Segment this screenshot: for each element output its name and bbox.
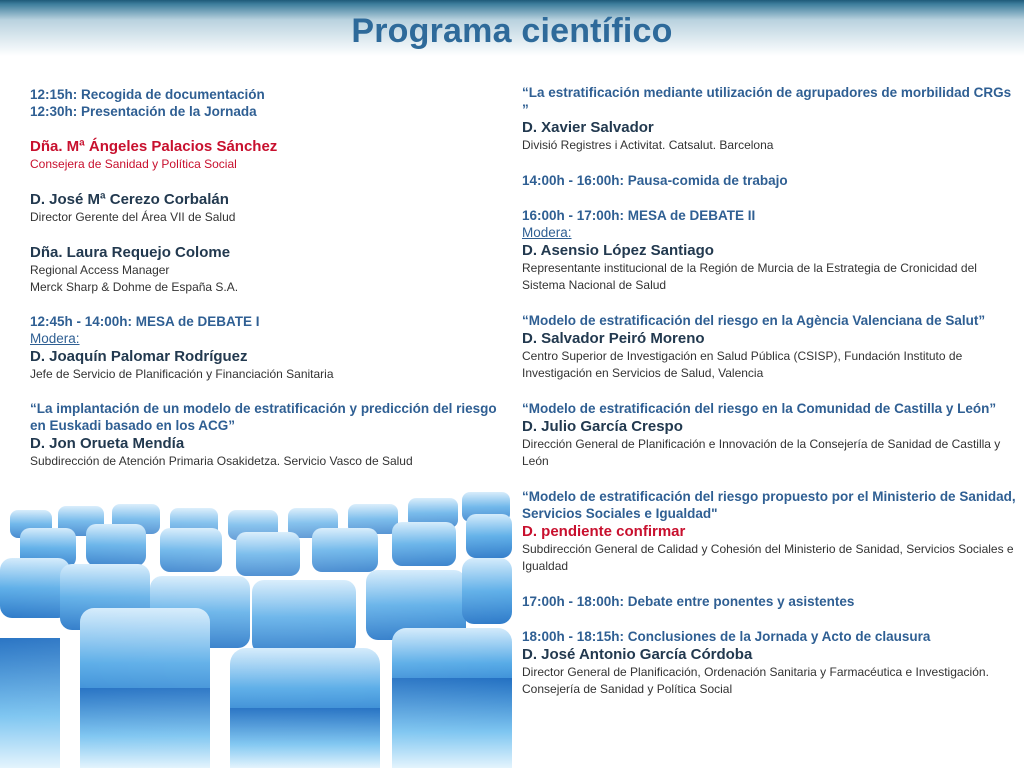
left-column [30, 86, 500, 487]
talk-title: “Modelo de estratificación del riesgo propuesto por el Ministerio de Sanidad, Servicios Sociales e Igualdad" [522, 489, 1016, 521]
session-heading: 12:45h - 14:00h: MESA de DEBATE I [30, 314, 260, 329]
speaker-role: Consejera de Sanidad y Política Social [30, 157, 237, 171]
closing-speaker-role: Director General de Planificación, Ordenación Sanitaria y Farmacéutica e Investigación. Consejería de Sanidad y Política Social [522, 665, 989, 696]
speaker-name: D. José Mª Cerezo Corbalán [30, 191, 229, 208]
talk-speaker: D. Salvador Peiró Moreno [522, 330, 705, 347]
talk-title: “Modelo de estratificación del riesgo en la Agència Valenciana de Salut” [522, 313, 986, 328]
talk-speaker-role: Divisió Registres i Activitat. Catsalut. Barcelona [522, 138, 774, 152]
blue-cubes-image [0, 488, 512, 768]
page-title: Programa científico [351, 12, 673, 50]
speaker-role: Regional Access Manager [30, 263, 170, 277]
moderator-name: D. Asensio López Santiago [522, 242, 714, 259]
speaker-name: Dña. Laura Requejo Colome [30, 244, 231, 261]
talk-speaker-role: Subdirección de Atención Primaria Osakidetza. Servicio Vasco de Salud [30, 454, 413, 468]
closing-speaker: D. José Antonio García Córdoba [522, 646, 753, 663]
speaker-name: Dña. Mª Ángeles Palacios Sánchez [30, 138, 278, 155]
schedule-presentation: 12:30h: Presentación de la Jornada [30, 104, 257, 119]
talk-title: “La estratificación mediante utilización de agrupadores de morbilidad CRGs ” [522, 85, 1012, 117]
speaker-company: Merck Sharp & Dohme de España S.A. [30, 280, 239, 294]
modera-label: Modera: [522, 225, 572, 240]
talk-speaker: D. Julio García Crespo [522, 418, 683, 435]
moderator-name: D. Joaquín Palomar Rodríguez [30, 348, 248, 365]
talk-speaker: D. Xavier Salvador [522, 119, 654, 136]
speaker-role: Director Gerente del Área VII de Salud [30, 210, 236, 224]
right-column [522, 84, 1017, 716]
talk-speaker-role: Centro Superior de Investigación en Salud Pública (CSISP), Fundación Instituto de Investigación en Servicios de Salud, Valencia [522, 349, 963, 380]
moderator-role: Representante institucional de la Región de Murcia de la Estrategia de Cronicidad del Sistema Nacional de Salud [522, 261, 977, 292]
talk-title: “La implantación de un modelo de estratificación y predicción del riesgo en Euskadi basado en los ACG” [30, 401, 497, 433]
talk-speaker: D. pendiente confirmar [522, 523, 686, 540]
moderator-role: Jefe de Servicio de Planificación y Financiación Sanitaria [30, 367, 334, 381]
closing-session: 18:00h - 18:15h: Conclusiones de la Jornada y Acto de clausura [522, 629, 931, 644]
lunch-break: 14:00h - 16:00h: Pausa-comida de trabajo [522, 173, 788, 188]
talk-speaker-role: Dirección General de Planificación e Innovación de la Consejería de Sanidad de Castilla y León [522, 437, 1001, 468]
talk-speaker-role: Subdirección General de Calidad y Cohesión del Ministerio de Sanidad, Servicios Sociales e Igualdad [522, 542, 1014, 573]
talk-speaker: D. Jon Orueta Mendía [30, 435, 185, 452]
schedule-registration: 12:15h: Recogida de documentación [30, 87, 265, 102]
debate-session: 17:00h - 18:00h: Debate entre ponentes y asistentes [522, 594, 855, 609]
talk-title: “Modelo de estratificación del riesgo en la Comunidad de Castilla y León” [522, 401, 997, 416]
session-heading: 16:00h - 17:00h: MESA de DEBATE II [522, 208, 756, 223]
modera-label: Modera: [30, 331, 80, 346]
